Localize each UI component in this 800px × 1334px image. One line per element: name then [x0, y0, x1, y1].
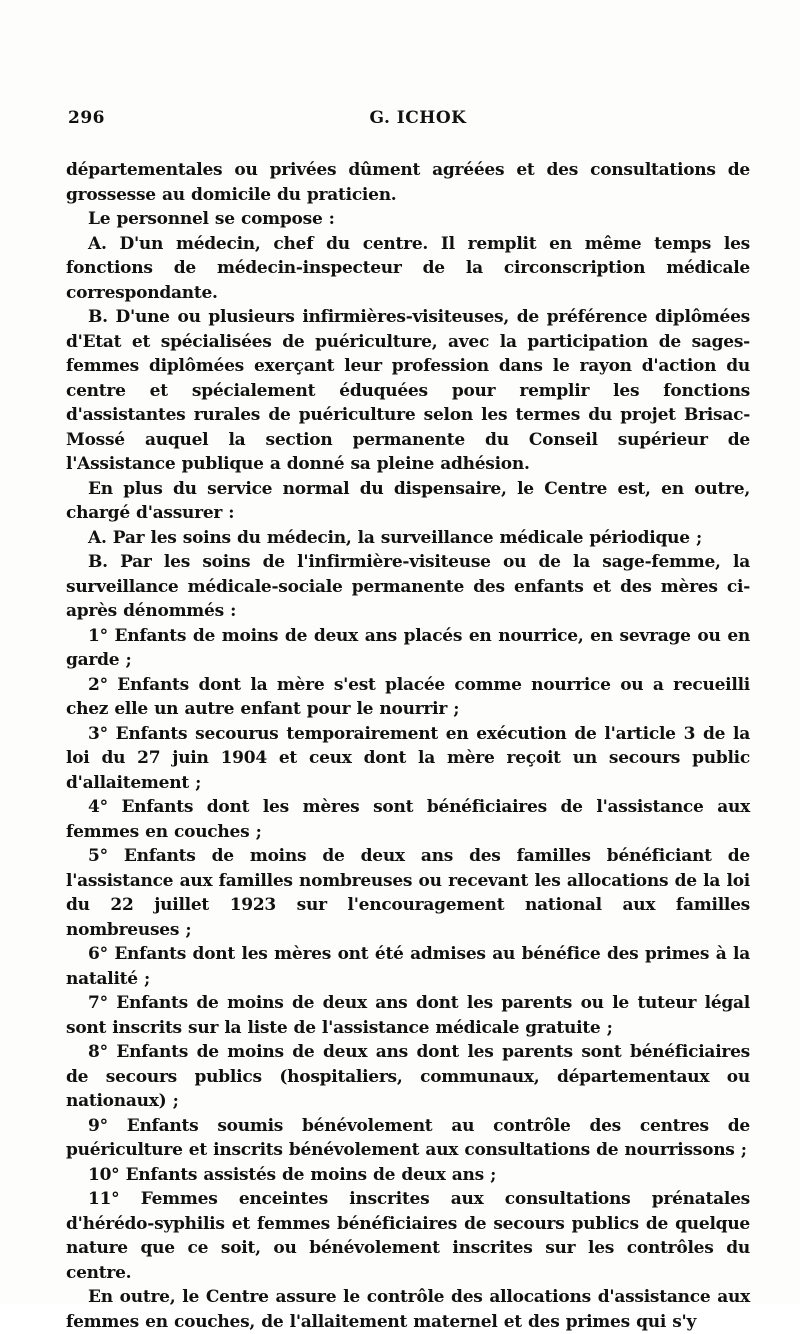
page-number: 296 — [68, 108, 105, 128]
paragraph: Le personnel se compose : — [88, 209, 335, 229]
paragraph: 8° Enfants de moins de deux ans dont les parents sont bénéficiaires de secours publics (hospitaliers, communaux, départementaux ou nationaux) ; — [66, 1042, 750, 1111]
paragraph: 7° Enfants de moins de deux ans dont les parents ou le tuteur légal sont inscrits sur la liste de l'assistance médicale gratuite ; — [66, 993, 750, 1038]
paragraph: 6° Enfants dont les mères ont été admises au bénéfice des primes à la natalité ; — [66, 944, 750, 989]
paragraph: 11° Femmes enceintes inscrites aux consultations prénatales d'hérédo-syphilis et femmes bénéficiaires de secours publics de quelque nature que ce soit, ou bénévolement inscrites sur les contrôles du centre. — [66, 1189, 750, 1283]
paragraph: 5° Enfants de moins de deux ans des familles bénéficiant de l'assistance aux familles nombreuses ou recevant les allocations de la loi du 22 juillet 1923 sur l'encouragement national aux familles nombreuses ; — [66, 846, 750, 940]
page-header — [68, 108, 748, 136]
body-text — [66, 158, 750, 1334]
paragraph: B. Par les soins de l'infirmière-visiteuse ou de la sage-femme, la surveillance médicale-sociale permanente des enfants et des mères ci-après dénommés : — [66, 552, 750, 621]
paragraph: 3° Enfants secourus temporairement en exécution de l'article 3 de la loi du 27 juin 1904 et ceux dont la mère reçoit un secours public d'allaitement ; — [66, 723, 750, 793]
paragraph: 9° Enfants soumis bénévolement au contrôle des centres de puériculture et inscrits bénévolement aux consultations de nourrissons ; — [66, 1115, 750, 1160]
paragraph: départementales ou privées dûment agréées et des consultations de grossesse au domicile du praticien. — [66, 160, 750, 205]
paragraph: En plus du service normal du dispensaire, le Centre est, en outre, chargé d'assurer : — [66, 478, 750, 523]
running-head: G. ICHOK — [369, 108, 467, 128]
paragraph: B. D'une ou plusieurs infirmières-visiteuses, de préférence diplômées d'Etat et spécialisées de puériculture, avec la participation de sages-femmes diplômées exerçant leur profession dans le rayon d'action du centre et spécialement éduquées pour remplir les fonctions d'assistantes rurales de puériculture selon les termes du projet Brisac-Mossé auquel la section permanente du Conseil supérieur de l'Assistance publique a donné sa pleine adhésion. — [66, 307, 750, 474]
paragraph: 1° Enfants de moins de deux ans placés en nourrice, en sevrage ou en garde ; — [66, 625, 750, 670]
paragraph: A. Par les soins du médecin, la surveillance médicale périodique ; — [88, 527, 702, 548]
paragraph: En outre, le Centre assure le contrôle des allocations d'assistance aux femmes en couches, de l'allaitement maternel et des primes qui s'y — [66, 1287, 750, 1332]
paragraph: A. D'un médecin, chef du centre. Il remplit en même temps les fonctions de médecin-inspecteur de la circonscription médicale correspondante. — [66, 233, 750, 303]
paragraph: 4° Enfants dont les mères sont bénéficiaires de l'assistance aux femmes en couches ; — [66, 797, 750, 842]
paragraph: 10° Enfants assistés de moins de deux ans ; — [88, 1164, 497, 1185]
paragraph: 2° Enfants dont la mère s'est placée comme nourrice ou a recueilli chez elle un autre enfant pour le nourrir ; — [66, 674, 750, 719]
